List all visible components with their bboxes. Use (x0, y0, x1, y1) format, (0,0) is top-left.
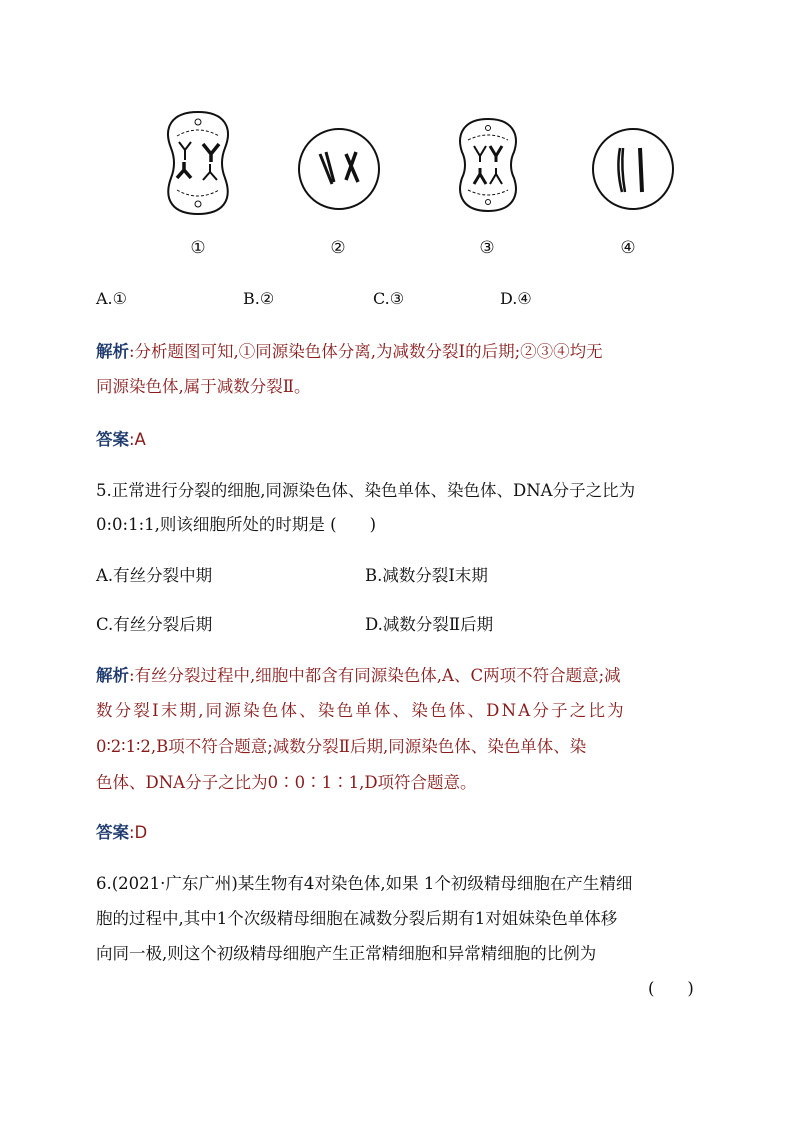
figure-label-3: ③ (479, 238, 495, 258)
q5-analysis-line-3: 0∶2∶1∶2,B项不符合题意;减数分裂Ⅱ后期,同源染色体、染色单体、染 (96, 737, 587, 756)
q5-option-d[interactable]: D.减数分裂Ⅱ后期 (365, 615, 494, 634)
q6-answer-bracket[interactable]: ( ) (648, 979, 694, 998)
q4-option-b[interactable]: B.② (243, 289, 275, 308)
q6-stem-line-3: 向同一极,则这个初级精母细胞产生正常精细胞和异常精细胞的比例为 (96, 944, 597, 963)
q4-option-d[interactable]: D.④ (500, 289, 532, 308)
cell-figure-2 (296, 126, 382, 212)
q4-analysis-label: 解析 (96, 342, 129, 361)
figure-label-1: ① (190, 238, 206, 258)
q5-stem-line-1: 5.正常进行分裂的细胞,同源染色体、染色单体、染色体、DNA分子之比为 (96, 481, 636, 500)
q5-option-c[interactable]: C.有丝分裂后期 (96, 615, 213, 634)
cell-figure-1 (155, 108, 241, 218)
q5-analysis-line-2: 数分裂Ⅰ末期,同源染色体、染色单体、染色体、DNA分子之比为 (96, 701, 626, 720)
cell-figure-4 (590, 126, 676, 212)
q4-analysis-line-1 (96, 338, 603, 362)
cell-figure-3 (452, 116, 524, 214)
q5-answer (96, 819, 147, 843)
q5-analysis-text-1: :有丝分裂过程中,细胞中都含有同源染色体,A、C两项不符合题意;减 (129, 666, 621, 685)
q4-answer-label: 答案 (96, 430, 129, 449)
q5-analysis-label: 解析 (96, 666, 129, 685)
q4-option-c[interactable]: C.③ (373, 289, 405, 308)
q4-option-a[interactable]: A.① (96, 289, 127, 308)
figure-label-4: ④ (620, 238, 636, 258)
q5-option-a[interactable]: A.有丝分裂中期 (96, 566, 213, 585)
q4-analysis-text-1: :分析题图可知,①同源染色体分离,为减数分裂Ⅰ的后期;②③④均无 (129, 342, 603, 361)
figure-label-2: ② (330, 238, 346, 258)
q6-stem-line-1: 6.(2021·广东广州)某生物有4对染色体,如果 1个初级精母细胞在产生精细 (96, 874, 633, 893)
q5-stem-line-2: 0:0:1:1,则该细胞所处的时期是 ( ) (96, 515, 377, 534)
q4-answer-value: :A (129, 430, 146, 449)
q5-analysis-line-1 (96, 662, 621, 686)
q4-answer (96, 426, 146, 450)
q5-answer-value: :D (129, 823, 148, 842)
q6-stem-line-2: 胞的过程中,其中1个次级精母细胞在减数分裂后期有1对姐妹染色单体移 (96, 909, 618, 928)
q4-analysis-line-2: 同源染色体,属于减数分裂Ⅱ。 (96, 377, 311, 396)
q5-option-b[interactable]: B.减数分裂Ⅰ末期 (365, 566, 488, 585)
q5-answer-label: 答案 (96, 823, 129, 842)
q5-analysis-line-4: 色体、DNA分子之比为0∶0∶1∶1,D项符合题意。 (96, 773, 477, 792)
